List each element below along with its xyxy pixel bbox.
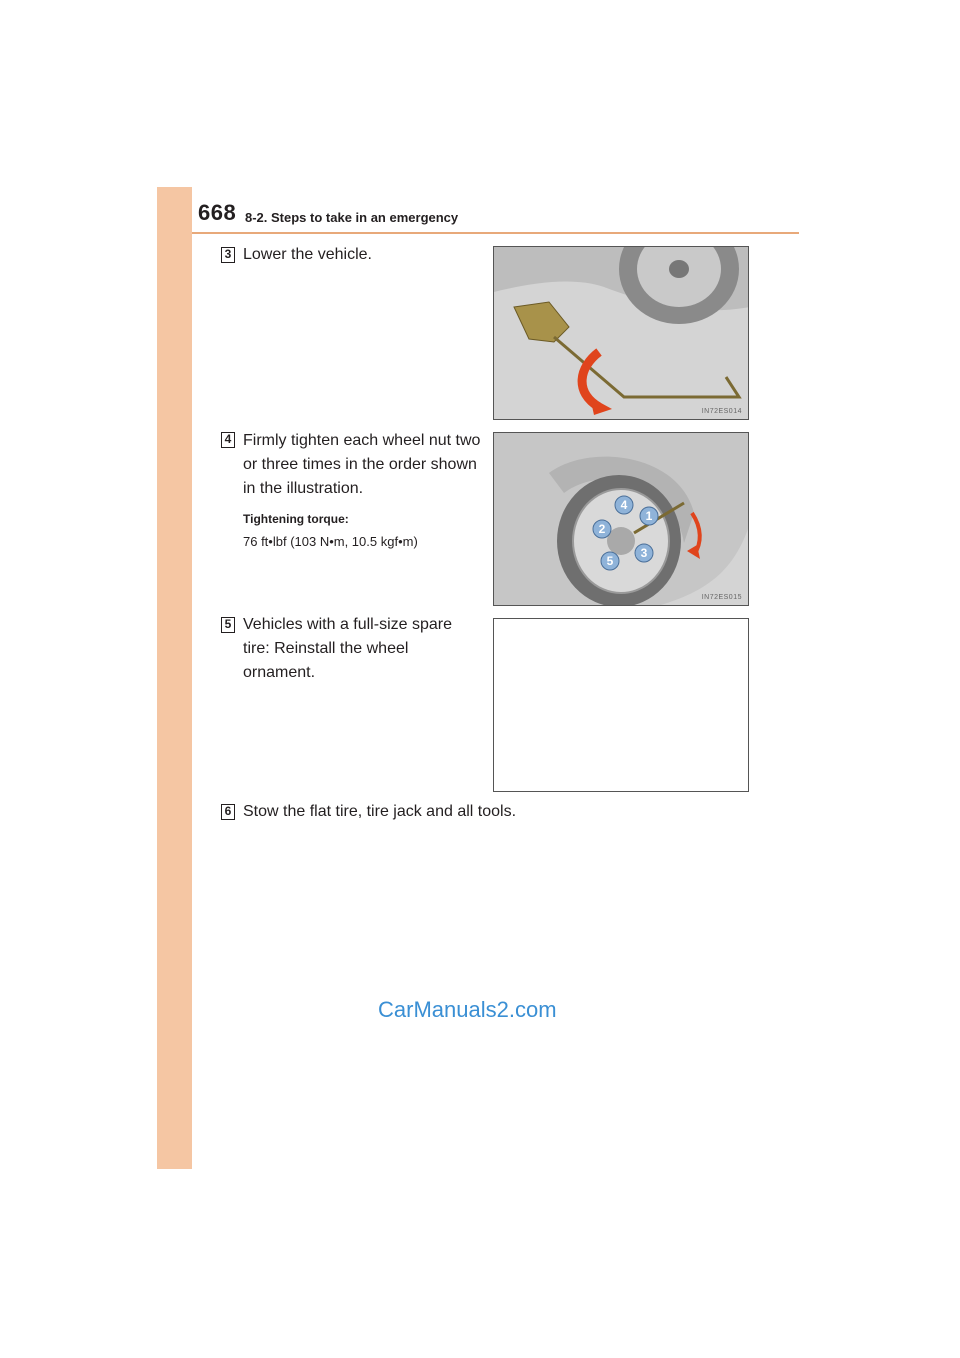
watermark: CarManuals2.com xyxy=(378,997,557,1022)
nut-label-1: 1 xyxy=(645,509,653,523)
step-6-text: Stow the flat tire, tire jack and all tools. xyxy=(243,803,517,820)
step-6-number: 6 xyxy=(221,804,235,820)
step-5-text: Vehicles with a full-size spare tire: Reinstall the wheel ornament. xyxy=(243,616,452,681)
step-4-text: Firmly tighten each wheel nut two or three times in the order shown in the illustration. xyxy=(243,432,481,497)
torque-value: 76 ft•lbf (103 N•m, 10.5 kgf•m) xyxy=(243,534,418,549)
page-number: 668 xyxy=(198,200,237,225)
illustration-code: IN72ES014 xyxy=(701,408,742,415)
chapter-side-tab xyxy=(157,187,192,1169)
wheel-nut-order-illustration xyxy=(493,432,749,606)
nut-label-3: 3 xyxy=(640,546,648,560)
step-4-number: 4 xyxy=(221,432,235,448)
step-3-text: Lower the vehicle. xyxy=(243,246,372,263)
nut-label-4: 4 xyxy=(620,498,628,512)
step-5-number: 5 xyxy=(221,617,235,633)
section-title: 8-2. Steps to take in an emergency xyxy=(245,210,459,225)
wheel-ornament-illustration xyxy=(493,618,749,792)
header-divider xyxy=(192,232,799,234)
nut-label-5: 5 xyxy=(606,554,614,568)
nut-label-2: 2 xyxy=(598,522,606,536)
illustration-code: IN72ES015 xyxy=(701,594,742,601)
torque-label: Tightening torque: xyxy=(243,512,349,526)
lower-vehicle-illustration xyxy=(493,246,749,420)
step-3-number: 3 xyxy=(221,247,235,263)
